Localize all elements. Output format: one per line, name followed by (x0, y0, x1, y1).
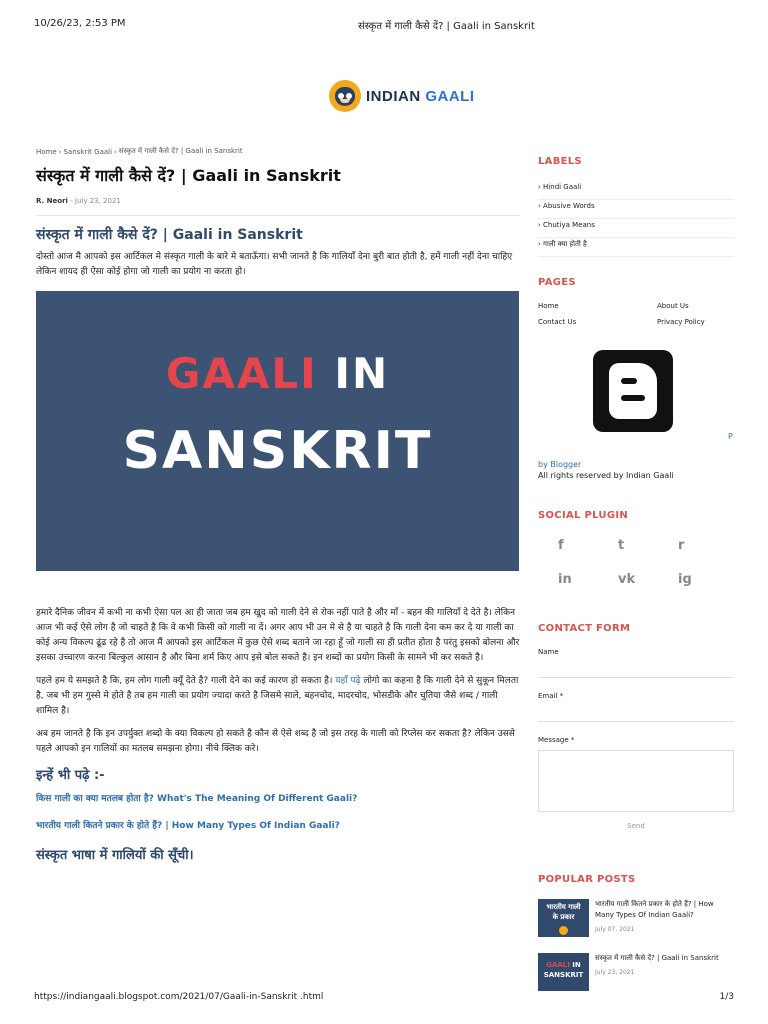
vk-icon[interactable]: vk (618, 571, 636, 587)
breadcrumb-home[interactable]: Home (36, 147, 57, 156)
reddit-icon[interactable]: r (678, 537, 685, 553)
popular-post-title[interactable]: संस्कृत में गाली कैसे दें? | Gaali in Sanskrit (595, 954, 719, 962)
popular-post-item[interactable] (538, 899, 734, 939)
read-here-link[interactable]: यहाँ पढ़े (335, 676, 361, 686)
logo-text: INDIAN GAALI (366, 87, 475, 105)
hero-line-2: SANSKRIT (122, 421, 433, 481)
print-url: https://indiangaali.blogspot.com/2021/07/Gaali-in-Sanskrit .html (34, 992, 324, 1002)
post-title: संस्कृत में गाली कैसे दें? | Gaali in Sanskrit (36, 166, 341, 185)
popular-post-item[interactable] (538, 953, 734, 993)
labels-title: LABELS (538, 156, 582, 167)
print-footer (34, 992, 734, 1002)
page-link-about[interactable]: About Us (657, 302, 689, 310)
print-datetime: 10/26/23, 2:53 PM (34, 18, 126, 29)
related-link-meaning[interactable]: किस गाली का क्या मतलब होता है? What's The Meaning Of Different Gaali? (36, 794, 358, 804)
popular-title: POPULAR POSTS (538, 874, 636, 885)
popular-posts (538, 874, 734, 993)
pages-widget (538, 277, 734, 326)
name-field[interactable] (538, 662, 734, 678)
print-header (34, 18, 734, 34)
instagram-icon[interactable]: ig (678, 571, 692, 587)
social-title: SOCIAL PLUGIN (538, 510, 629, 521)
email-label: Email * (538, 692, 564, 700)
social-widget (538, 510, 734, 587)
print-doc-title: संस्कृत में गाली कैसे दें? | Gaali in Sanskrit (358, 21, 535, 32)
print-page-number: 1/3 (719, 992, 734, 1002)
twitter-icon[interactable]: t (618, 537, 625, 553)
blogger-widget (538, 350, 734, 460)
email-field[interactable] (538, 706, 734, 722)
body-paragraph-3: अब हम जानते है कि इन उपर्युक्त शब्दो के क्या विकल्प हो सकते है कौन से ऐसे शब्द है जो इस तरह के गाली को रिप्लेस कर सकता है? लेकिन उससे पहले आपको इन गालियों का मतलब समझना होगा। नीचे क्लिक करे। (36, 729, 515, 754)
divider (36, 215, 520, 216)
page-link-contact[interactable]: Contact Us (538, 318, 577, 326)
related-link-types[interactable]: भारतीय गाली कितने प्रकार के होते हैं? | How Many Types Of Indian Gaali? (36, 821, 340, 831)
breadcrumb (36, 146, 520, 157)
body-paragraph-1: हमारे दैनिक जीवन में कभी ना कभी ऐसा पल आ ही जाता जब हम खुद को गाली देने से रोक नहीं पाते है और माँ - बहन की गालियाँ दे देते है। लेकिन आज भी कई ऐसे लोग है जो चाहते है कि वे कभी किसी को गाली ना दें। अगर आप भी उन मे से है या चाहते है कि गाली देना कम कर दे या गाली का कोई अन्य विकल्प ढूंढ रहे है तो आज मैं आपको इस आर्टिकल में कुछ ऐसे शब्द बताने जा रहा हूँ जो गाली सा ही प्रतीत होता है परंतु इसको बोलना और इसका उच्चारण करना बिल्कुल आसान है और बिना शर्म किए आप इसे बोल सकते है। इन शब्दों का प्रयोग किसी के सामने भी कर सकते है। (36, 608, 520, 663)
labels-list (538, 181, 734, 257)
contact-form (538, 623, 734, 830)
intro-paragraph: दोस्तो आज मै आपको इस आर्टिकल मे संस्कृत गाली के बारे मे बताऊँगा। सभी जानते है कि गालियाँ देना बुरी बात होती है, हमें गाली नहीं देना चाहिए लेकिन शायद ही ऐसा कोई होगा जो गाली का प्रयोग ना करता हो। (36, 252, 513, 277)
breadcrumb-category[interactable]: Sanskrit Gaali (63, 147, 113, 156)
message-field[interactable] (538, 750, 734, 812)
hero-image (36, 291, 519, 571)
page-link-home[interactable]: Home (538, 302, 559, 310)
rights-text: All rights reserved by Indian Gaali (538, 471, 674, 480)
sidebar (538, 156, 734, 993)
breadcrumb-separator: › (114, 147, 117, 156)
name-label: Name (538, 648, 559, 656)
social-icons (538, 537, 734, 587)
list-heading: संस्कृत भाषा में गालियों की सूँची। (36, 848, 194, 863)
label-item[interactable]: › Hindi Gaali (538, 181, 734, 200)
popular-post-thumbnail[interactable]: GAALI IN SANSKRIT (538, 953, 589, 991)
contact-title: CONTACT FORM (538, 623, 631, 634)
post-date: July 23, 2021 (74, 197, 121, 205)
post-author[interactable]: R. Neori (36, 197, 68, 205)
article-body (36, 606, 520, 863)
linkedin-icon[interactable]: in (558, 571, 572, 587)
hero-line-1: GAALI IN (165, 349, 390, 398)
label-item[interactable]: › गाली क्या होती है (538, 238, 734, 257)
main-content (36, 146, 520, 280)
popular-post-thumbnail[interactable]: भारतीय गाली के प्रकार (538, 899, 589, 937)
monkey-mini-icon (559, 926, 568, 935)
read-also-heading: इन्हें भी पढ़े :- (36, 768, 105, 783)
popular-post-date: July 23, 2021 (595, 969, 635, 976)
popular-post-title[interactable]: भारतीय गाली कितने प्रकार के होते हैं? | How Many Types Of Indian Gaali? (595, 900, 714, 919)
monkey-logo-icon (329, 80, 361, 112)
content-heading: संस्कृत में गाली कैसे दें? | Gaali in Sanskrit (36, 227, 303, 243)
send-button[interactable]: Send (627, 822, 645, 830)
popular-post-date: July 07, 2021 (595, 926, 635, 933)
pages-grid (538, 302, 734, 326)
label-item[interactable]: › Chutiya Means (538, 219, 734, 238)
breadcrumb-separator: › (58, 147, 62, 156)
blogger-p-link[interactable]: P (728, 432, 733, 441)
pages-title: PAGES (538, 277, 576, 288)
blogger-logo-icon[interactable] (593, 350, 673, 432)
by-blogger-link[interactable]: by Blogger (538, 460, 582, 469)
site-logo[interactable] (329, 78, 475, 114)
label-item[interactable]: › Abusive Words (538, 200, 734, 219)
post-byline (36, 197, 520, 207)
facebook-icon[interactable]: f (558, 537, 564, 553)
page-link-privacy[interactable]: Privacy Policy (657, 318, 705, 326)
message-label: Message * (538, 736, 575, 744)
breadcrumb-current: संस्कृत में गाली कैसे दें? | Gaali in Sanskrit (118, 147, 243, 155)
date-separator: - (70, 197, 73, 205)
body-paragraph-2: पहले हम ये समझते है कि, हम लोग गाली क्यूँ देते है? गाली देने का कई कारण हो सकता है। यहाँ पढ़े लोगो का कहना है कि गाली देने से सुकून मिलता है, जब भी हम गुस्से मे होते है तब हम गाली का प्रयोग ज्यादा करते है जिसमे साले, बहनचोद, मादरचोद, भोसडीके और चुतिया जैसे शब्द / गाली शामिल है। (36, 676, 519, 716)
